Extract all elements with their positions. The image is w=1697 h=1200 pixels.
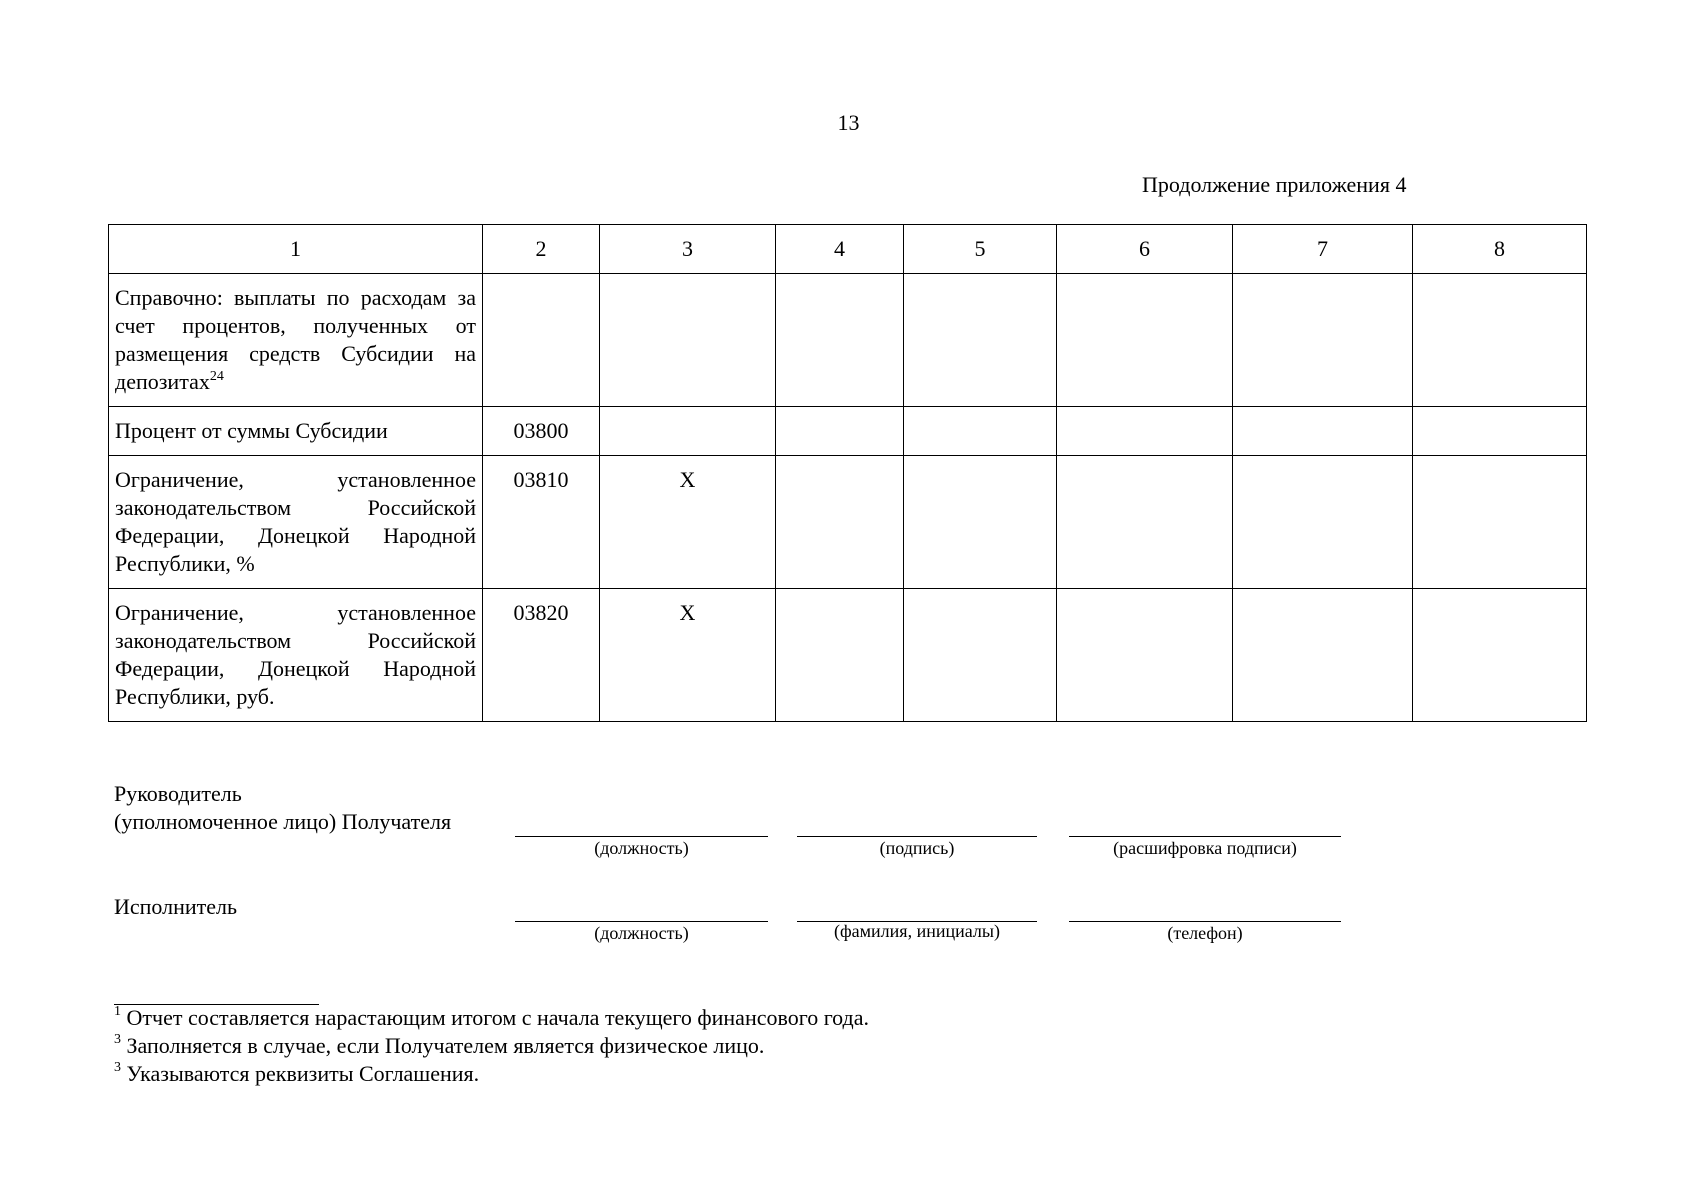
executor-position-caption: (должность) <box>594 923 689 943</box>
row-code-cell <box>483 407 600 456</box>
table-cell <box>1057 407 1233 456</box>
table-cell <box>1413 589 1587 722</box>
row-description-cell <box>109 589 483 722</box>
footnote-reference: 24 <box>209 369 224 384</box>
executor-phone-caption: (телефон) <box>1167 923 1243 943</box>
position-signature-line <box>515 836 768 837</box>
row-description: Процент от суммы Субсидии <box>115 418 388 443</box>
row-code: 03810 <box>513 467 569 492</box>
footnotes <box>114 1004 869 1088</box>
table-row <box>109 274 1587 407</box>
table-cell <box>904 274 1057 407</box>
table-cell <box>1413 274 1587 407</box>
executor-position-line <box>515 921 768 922</box>
not-applicable-mark: X <box>679 467 696 492</box>
table-cell <box>1057 274 1233 407</box>
column-header: 2 <box>483 225 600 274</box>
signature-line <box>797 836 1037 837</box>
footnote: $^3$ Заполняется в случае, если Получателем является физическое лицо. <box>114 1032 765 1058</box>
table-cell <box>776 589 904 722</box>
table-cell <box>904 589 1057 722</box>
table-cell <box>600 589 776 722</box>
executor-phone-line <box>1069 921 1341 922</box>
head-signature-label: Руководитель (уполномоченное лицо) Получателя <box>114 781 452 834</box>
signature-decoding-line <box>1069 836 1341 837</box>
table-cell <box>600 274 776 407</box>
position-caption: (должность) <box>594 838 689 858</box>
row-description: Справочно: выплаты по расходам за счет процентов, полученных от размещения средств Субсидии на депозитах <box>115 285 476 394</box>
table-cell <box>776 407 904 456</box>
table-cell <box>776 456 904 589</box>
row-code-cell <box>483 456 600 589</box>
executor-label: Исполнитель <box>114 894 238 919</box>
table-cell <box>1233 407 1413 456</box>
table-header-row <box>109 225 1587 274</box>
signature-caption: (подпись) <box>879 838 955 858</box>
executor-name-caption: (фамилия, инициалы) <box>834 921 1000 941</box>
row-code: 03820 <box>513 600 569 625</box>
report-table <box>108 224 1587 722</box>
table-cell <box>1233 274 1413 407</box>
column-header: 5 <box>904 225 1057 274</box>
column-header: 6 <box>1057 225 1233 274</box>
row-code: 03800 <box>513 418 569 443</box>
column-header: 3 <box>600 225 776 274</box>
table-cell <box>1413 456 1587 589</box>
page-number: 13 <box>837 110 860 135</box>
table-cell <box>1057 589 1233 722</box>
row-description-cell <box>109 274 483 407</box>
table-cell <box>1233 456 1413 589</box>
row-description: Ограничение, установленное законодательством Российской Федерации, Донецкой Народной Республики, % <box>115 467 476 576</box>
signature-decoding-caption: (расшифровка подписи) <box>1113 838 1297 858</box>
not-applicable-mark: X <box>679 600 696 625</box>
row-code-cell <box>483 274 600 407</box>
column-header: 8 <box>1413 225 1587 274</box>
table-cell <box>1413 407 1587 456</box>
table-cell <box>1057 456 1233 589</box>
appendix-continuation-note: Продолжение приложения 4 <box>1142 172 1407 197</box>
column-header: 4 <box>776 225 904 274</box>
table-cell <box>904 407 1057 456</box>
table-row <box>109 589 1587 722</box>
row-description-cell <box>109 407 483 456</box>
table-row <box>109 456 1587 589</box>
column-header: 1 <box>109 225 483 274</box>
table-cell <box>776 274 904 407</box>
table-cell <box>1233 589 1413 722</box>
row-description-cell <box>109 456 483 589</box>
column-header: 7 <box>1233 225 1413 274</box>
footnote: $^1$ Отчет составляется нарастающим итогом с начала текущего финансового года. <box>114 1004 869 1030</box>
table-row <box>109 407 1587 456</box>
footnote: $^3$ Указываются реквизиты Соглашения. <box>114 1060 480 1086</box>
table-cell <box>904 456 1057 589</box>
table-cell <box>600 407 776 456</box>
table-cell <box>600 456 776 589</box>
row-description: Ограничение, установленное законодательством Российской Федерации, Донецкой Народной Республики, руб. <box>115 600 476 709</box>
row-code-cell <box>483 589 600 722</box>
